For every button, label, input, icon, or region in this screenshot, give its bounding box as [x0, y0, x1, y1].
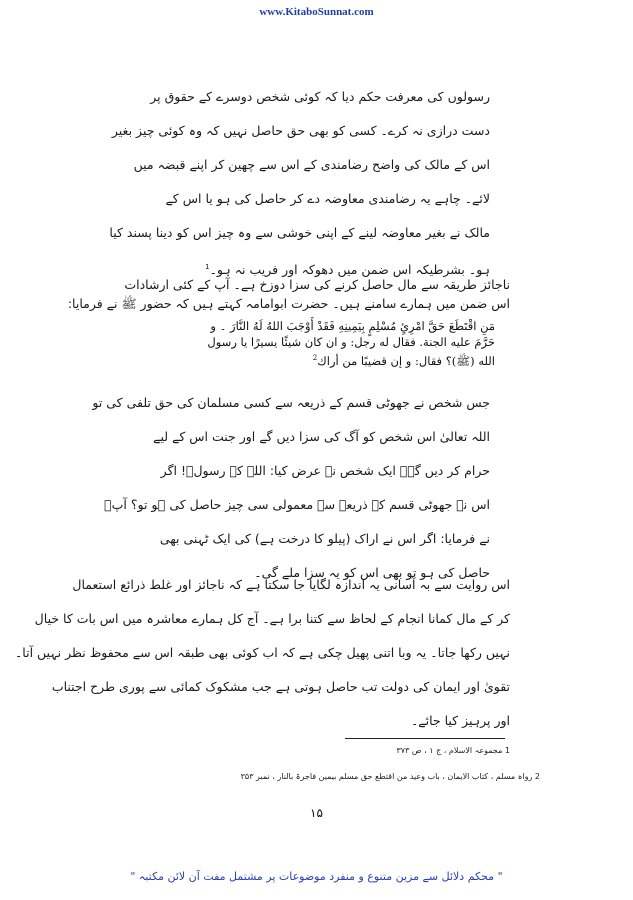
text-line: تقویٰ اور ایمان کی دولت تب حاصل ہوتی ہے جب مشکوک کمائی سے پوری طرح اجتناب [51, 679, 510, 694]
text-line: حاصل کی ہو تو بھی اس کو یہ سزا ملے گی۔ [254, 565, 490, 580]
arabic-line: مَنِ اقْتَطَعَ حَقَّ امْرِئٍ مُسْلِمٍ بِيَمِينِهِ فَقَدْ أَوْجَبَ اللهُ لَهُ النَّارَ ۔ و [210, 319, 495, 333]
text-line: لائے۔ چاہے یہ رضامندی معاوضہ دے کر حاصل کی ہو یا اس کے [165, 191, 490, 206]
footnote-2 [120, 772, 540, 781]
text-line: رسولوں کی معرفت حکم دیا کہ کوئی شخص دوسرے کے حقوق پر [150, 89, 490, 104]
footnote-text: مجموعہ الاسلام ، ج ۱ ، ص ۳۷۳ [396, 746, 503, 755]
text-line: اور پرہیز کیا جائے۔ [410, 713, 510, 728]
text-line: مالک نے بغیر معاوضہ لینے کے اپنی خوشی سے وہ چیز اس کو دینا پسند کیا [109, 225, 490, 240]
text-line: نہیں رکھا جاتا۔ یہ وبا اتنی پھیل چکی ہے کہ اب کوئی بھی طبقہ اس سے محفوظ نظر نہیں آتا۔ [14, 645, 510, 660]
footnote-marker: 1 [504, 746, 510, 755]
paragraph-1 [109, 80, 490, 284]
site-url-header[interactable]: www.KitaboSunnat.com [259, 6, 374, 18]
arabic-line: حَرَّمَ عليه الجنة. فقال له رجل: و ان كان شيئًا يسيرًا يا رسول [207, 335, 495, 349]
text-line: اس روایت سے بہ آسانی یہ اندازہ لگایا جا سکتا ہے کہ ناجائز اور غلط ذرائع استعمال [72, 577, 510, 592]
arabic-hadith [150, 318, 495, 366]
text-line: ناجائز طریقہ سے مال حاصل کرنے کی سزا دوزخ ہے۔ آپ کے کئی ارشادات [124, 277, 510, 292]
text-line: اس نے جھوٹی قسم کے ذریعہ سے معمولی سی چیز حاصل کی ہو تو؟ آپؐ [104, 497, 490, 512]
text-line: دست درازی نہ کرے۔ کسی کو بھی حق حاصل نہیں کہ وہ کوئی چیز بغیر [111, 123, 490, 138]
text-line: اس ضمن میں ہمارے سامنے ہیں۔ حضرت ابوامامہ کہتے ہیں کہ حضور ﷺ نے فرمایا: [67, 296, 510, 311]
text-line: نے فرمایا: اگر اس نے اراک (پیلو کا درخت ہے) کی ایک ٹہنی بھی [159, 531, 490, 546]
page-number: ۱۵ [310, 806, 323, 820]
text-line: حرام کر دیں گے۔ ایک شخص نے عرض کیا: اللہ کے رسولؐ! اگر [160, 463, 490, 478]
footnote-1 [260, 746, 510, 755]
footnote-divider [345, 738, 505, 739]
footer-promo-text[interactable]: " محکم دلائل سے مزین متنوع و منفرد موضوعات پر مشتمل مفت آن لائن مکتبہ " [130, 870, 503, 883]
text-line: اس کے مالک کی واضح رضامندی کے اس سے چھین کر اپنے قبضہ میں [133, 157, 490, 172]
footnote-marker: 2 [534, 772, 540, 781]
footnote-reference: 2 [312, 354, 318, 362]
text-line-content: ہو۔ بشرطیکہ اس ضمن میں دھوکہ اور فریب نہ ہو۔ [209, 262, 490, 278]
text-line: جس شخص نے جھوٹی قسم کے ذریعہ سے کسی مسلمان کی حق تلفی کی تو [92, 395, 490, 410]
footnote-text: رواہ مسلم ، کتاب الایمان ، باب وعید من اقتطع حق مسلم بیمین فاجرۃ بالنار ، نمبر ۳۵۳ [240, 772, 533, 781]
paragraph-3-translation [92, 386, 490, 590]
text-line: کر کے مال کمانا انجام کے لحاظ سے کتنا برا ہے۔ آج کل ہمارے معاشرہ میں اس بات کا خیال [34, 611, 510, 626]
paragraph-2-continued [67, 294, 510, 314]
paragraph-4 [14, 568, 510, 738]
footnote-reference: 1 [205, 263, 210, 271]
arabic-line: الله (ﷺ)؟ فقال: و إن قضيبًا من أراك [317, 353, 495, 368]
text-line: اللہ تعالیٰ اس شخص کو آگ کی سزا دیں گے اور جنت اس کے لیے [153, 429, 490, 444]
